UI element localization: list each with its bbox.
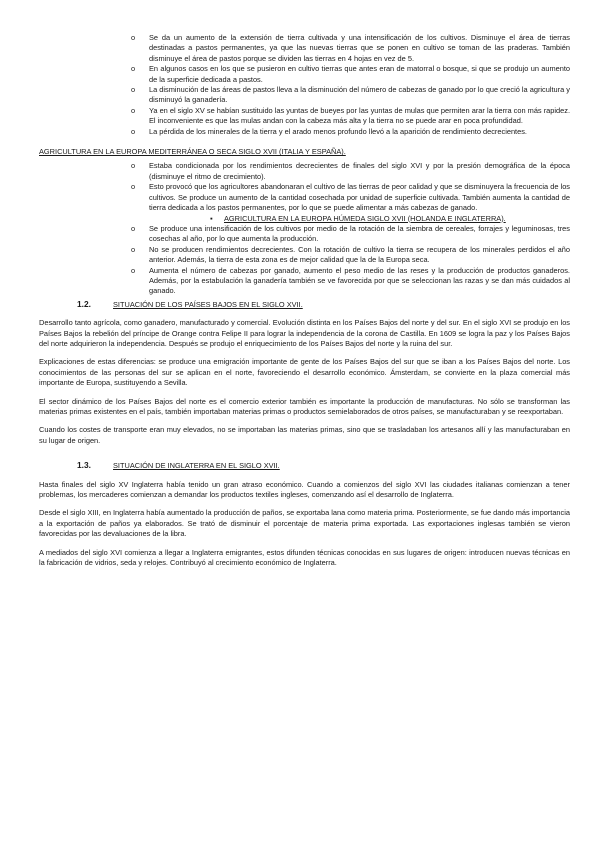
- list-item: o Esto provocó que los agricultores abandonaran el cultivo de las tierras de peor calidad y que se disminuyera la frecuencia de los cultivos. Se produce un aumento de la cantidad cosechada por unidad de superficie cultivada. También aumenta la cantidad de tierra dedicada a los pastos permanentes, por lo que se puede alimentar a más cabezas de ganado.: [149, 182, 570, 213]
- paragraph: Cuando los costes de transporte eran muy elevados, no se importaban las materias primas, sino que se trasladaban los artesanos allí y las manufacturaban en su lugar de origen.: [39, 425, 570, 445]
- paragraph: Desde el siglo XIII, en Inglaterra había aumentado la producción de paños, se exportaba lana como materia prima. Posteriormente, se fue dando más importancia a la exportación de paños ya elaborados. Se trató de disminuir el porcentaje de materia prima exportada. Las exportaciones inglesas también se vieron favorecidas por las devaluaciones de la libra.: [39, 508, 570, 539]
- section-heading-paises-bajos: [77, 299, 603, 310]
- list-item: o Aumenta el número de cabezas por ganado, aumento el peso medio de las reses y la producción de productos ganaderos. Además, por la estabulación la ganadería también se ve favorecida por que se seleccionan las razas y se dan más cuidados al ganado.: [149, 266, 570, 297]
- list-item: o Se da un aumento de la extensión de tierra cultivada y una intensificación de los cultivos. Disminuye el área de tierras destinadas a pastos permanentes, ya que las nuevas tierras que se ponen en cultivo se toman de las praderas. También disminuye el área de pastos porque se dividen las tierras en 4 hojas en vez de 5.: [149, 33, 570, 64]
- bullet-list-intensification: [149, 33, 570, 137]
- bullet-list-humeda: [149, 224, 570, 297]
- list-item: o No se producen rendimientos decrecientes. Con la rotación de cultivo la tierra se recupera de los minerales perdidos el año anterior. Además, la tierra de esta zona es de mejor calidad que la de la Europa seca.: [149, 245, 570, 266]
- section-title: SITUACIÓN DE LOS PAÍSES BAJOS EN EL SIGLO XVII.: [113, 299, 303, 309]
- heading-europa-mediterranea: AGRICULTURA EN LA EUROPA MEDITERRÁNEA O SECA SIGLO XVII (ITALIA Y ESPAÑA).: [39, 147, 346, 157]
- section-number: 1.3.: [77, 460, 91, 471]
- bullet-list-mediterranea: [149, 161, 570, 213]
- list-item: o La disminución de las áreas de pastos lleva a la disminución del número de cabezas de ganado por lo que creció la agricultura y disminuyó la ganadería.: [149, 85, 570, 106]
- list-item: o En algunos casos en los que se pusieron en cultivo tierras que antes eran de matorral o bosque, si que se produjo un aumento de la superficie dedicada a pastos.: [149, 64, 570, 85]
- paragraph: El sector dinámico de los Países Bajos del norte es el comercio exterior también es importante la producción de manufacturas. No sólo se transforman las materias primas existentes en el país, también importaban materias primas o productos semielaborados de otros países, se manufacturaban y se reexportaban.: [39, 396, 570, 416]
- heading-europa-humeda: ▪ AGRICULTURA EN LA EUROPA HÚMEDA SIGLO XVII (HOLANDA E INGLATERRA).: [224, 214, 603, 224]
- paragraph: Desarrollo tanto agrícola, como ganadero, manufacturado y comercial. Evolución distinta en los Países Bajos del norte y del sur. En el siglo XVI se produjo en los Países Bajos la rebelión del príncipe de Orange contra Felipe II para lograr la independencia de la corona de Castilla. En 1609 se logra la paz y los Países Bajos del norte adquirieron la independencia. Después se produjo el enriquecimiento de los Países Bajos del norte y la ruina del sur.: [39, 318, 570, 348]
- list-item: o Ya en el siglo XV se habían sustituido las yuntas de bueyes por las yuntas de mulas que permiten arar la tierra con más rapidez. El inconveniente es que las mulas andan con la cabeza más alta y la tierra no se puede arar en poca profundidad.: [149, 106, 570, 127]
- paragraph: Hasta finales del siglo XV Inglaterra había tenido un gran atraso económico. Cuando a comienzos del siglo XVI las ciudades italianas comienzan a tener problemas, los mercaderes comienzan a demandar los productos textiles ingleses, comenzando así el desarrollo de Inglaterra.: [39, 479, 570, 500]
- section-title: SITUACIÓN DE INGLATERRA EN EL SIGLO XVII.: [113, 461, 280, 471]
- list-item: o La pérdida de los minerales de la tierra y el arado menos profundo llevó a la aparición de rendimiento decrecientes.: [149, 127, 570, 137]
- section-number: 1.2.: [77, 298, 91, 309]
- section-heading-inglaterra: [77, 460, 603, 471]
- list-item: o Se produce una intensificación de los cultivos por medio de la rotación de la siembra de cereales, forrajes y leguminosas, tres cosechas al año, por lo que aumenta la producción.: [149, 224, 570, 245]
- paragraph: Explicaciones de estas diferencias: se produce una emigración importante de gente de los Países Bajos del sur que se iban a los Países Bajos del norte. Los conocimientos de las personas del sur se aplican en el norte, favoreciendo el desarrollo económico. Ámsterdam, se convierte en la plaza comercial más importante de Europa, sustituyendo a Sevilla.: [39, 357, 570, 388]
- list-item: o Estaba condicionada por los rendimientos decrecientes de finales del siglo XVI y por la presión demográfica de la época (disminuye el ritmo de crecimiento).: [149, 161, 570, 182]
- paragraph: A mediados del siglo XVI comienza a llegar a Inglaterra emigrantes, estos difunden técnicas conocidas en sus lugares de origen: introducen nuevas técnicas en la fabricación de vidrios, seda y relojes. Contribuyó al crecimiento económico de Inglaterra.: [39, 547, 570, 568]
